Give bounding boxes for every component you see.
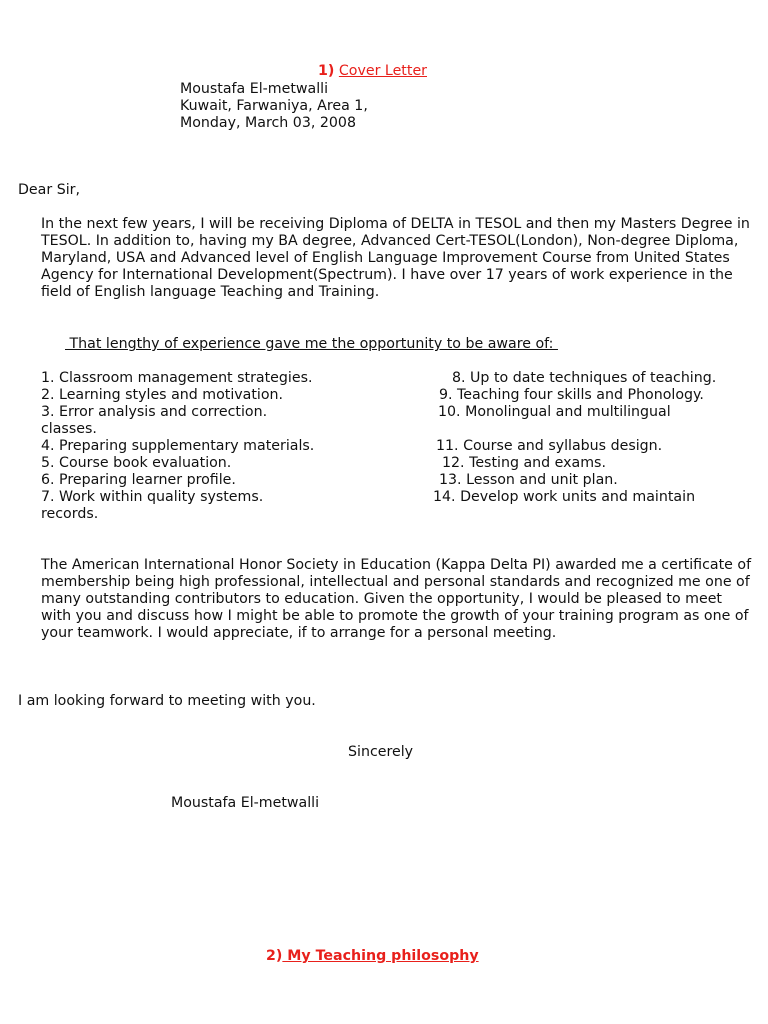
list-row — [41, 438, 761, 455]
signoff: Sincerely — [348, 744, 414, 760]
paragraph-qualifications: In the next few years, I will be receiving Diploma of DELTA in TESOL and then my Masters Degree in TESOL. In addition to, having my BA degree, Advanced Cert-TESOL(London), Non-degree Diploma, Maryland, USA and Advanced level of English Language Improvement Course from United States Agency for International Development(Spectrum). I have over 17 years of work experience in the field of English language Teaching and Training. — [41, 216, 750, 300]
list-item: 13. Lesson and unit plan. — [439, 472, 618, 488]
closing-line: I am looking forward to meeting with you. — [18, 693, 316, 709]
paragraph-honor-society: The American International Honor Society in Education (Kappa Delta PI) awarded me a certificate of membership being high professional, intellectual and personal standards and recognized me one of many outstanding contributors to education. Given the opportunity, I would be pleased to meet with you and discuss how I might be able to promote the growth of your training program as one of your teamwork. I would appreciate, if to arrange for a personal meeting. — [41, 557, 752, 641]
list-item: 5. Course book evaluation. — [41, 455, 232, 471]
section-2-number: 2) — [266, 948, 283, 964]
list-row — [41, 404, 761, 421]
section-2-heading — [266, 948, 479, 965]
list-item: 4. Preparing supplementary materials. — [41, 438, 315, 454]
list-item: 14. Develop work units and maintain — [433, 489, 696, 505]
section-1-title: Cover Letter — [338, 63, 427, 79]
list-item: 12. Testing and exams. — [442, 455, 606, 471]
signature-name: Moustafa El-metwalli — [171, 795, 320, 811]
list-row — [41, 472, 761, 489]
list-row — [41, 506, 761, 523]
list-row — [41, 421, 761, 438]
list-intro: That lengthy of experience gave me the opportunity to be aware of: — [65, 336, 558, 352]
section-1-heading — [318, 63, 427, 80]
letter-date: Monday, March 03, 2008 — [180, 115, 356, 131]
list-item: 10. Monolingual and multilingual — [438, 404, 671, 420]
salutation: Dear Sir, — [18, 182, 80, 198]
section-1-number: 1) — [318, 63, 335, 79]
list-item: 1. Classroom management strategies. — [41, 370, 313, 386]
list-item: classes. — [41, 421, 97, 437]
list-item: 7. Work within quality systems. — [41, 489, 264, 505]
list-row — [41, 370, 761, 387]
list-row — [41, 455, 761, 472]
sender-address: Kuwait, Farwaniya, Area 1, — [180, 98, 368, 114]
list-row — [41, 387, 761, 404]
section-2-title: My Teaching philosophy — [282, 948, 479, 964]
sender-name: Moustafa El-metwalli — [180, 81, 329, 97]
list-item: 2. Learning styles and motivation. — [41, 387, 284, 403]
list-item: records. — [41, 506, 99, 522]
list-item: 8. Up to date techniques of teaching. — [452, 370, 717, 386]
list-row — [41, 489, 761, 506]
list-item: 6. Preparing learner profile. — [41, 472, 236, 488]
list-item: 9. Teaching four skills and Phonology. — [439, 387, 704, 403]
list-item: 3. Error analysis and correction. — [41, 404, 268, 420]
list-item: 11. Course and syllabus design. — [436, 438, 663, 454]
